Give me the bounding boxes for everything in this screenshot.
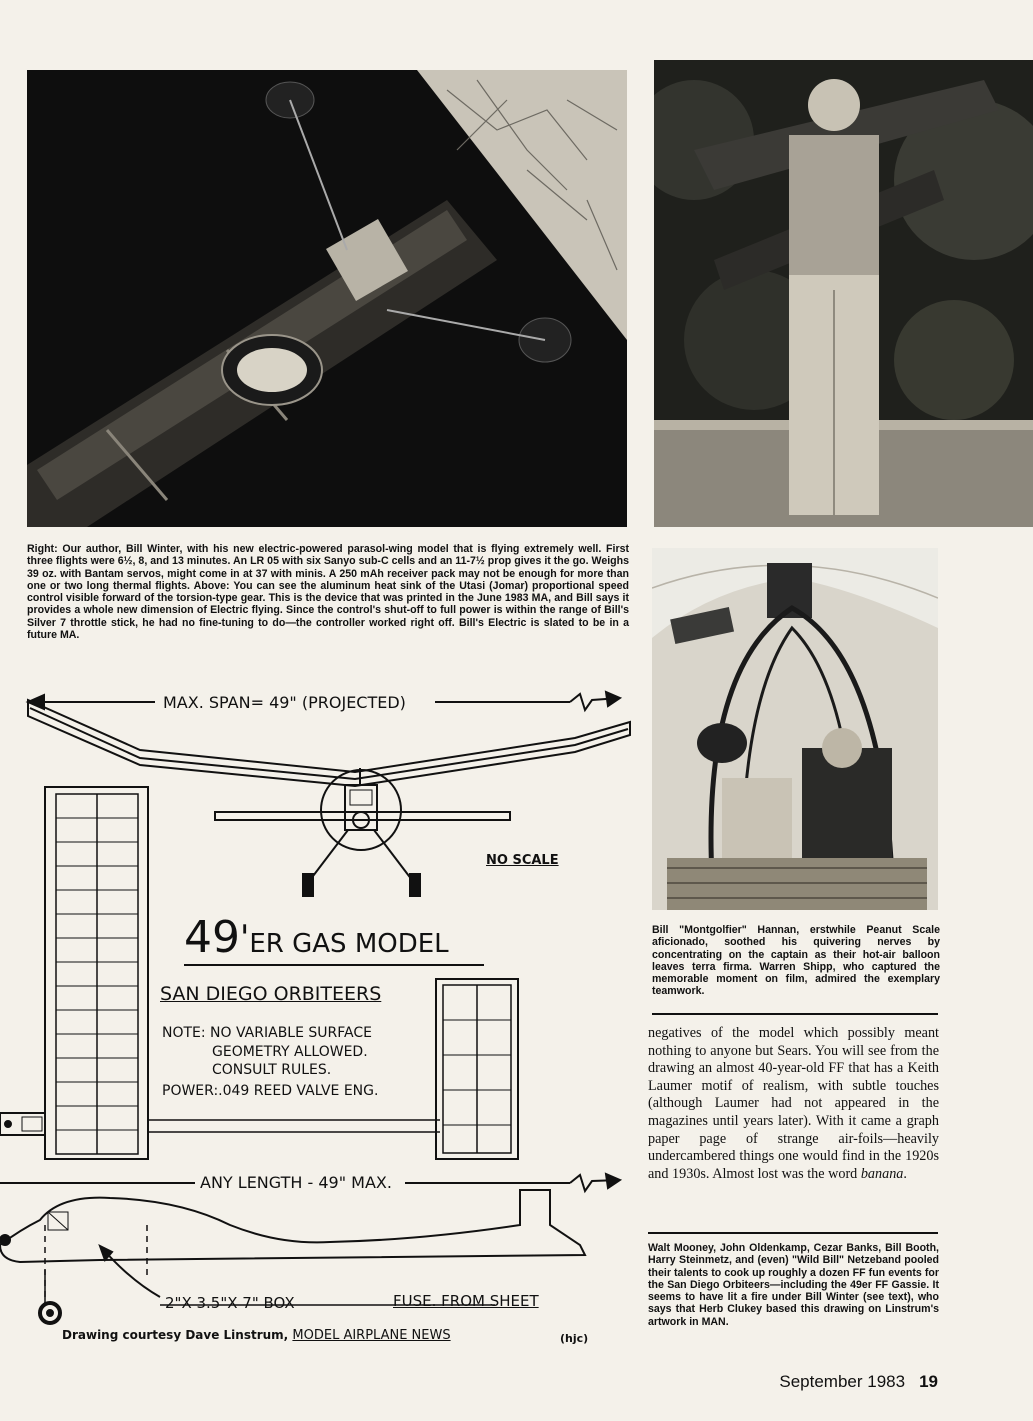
divider [652, 1013, 938, 1015]
credit-prefix: Drawing courtesy Dave Linstrum, [62, 1328, 293, 1342]
body-text-end: . [903, 1165, 907, 1182]
page-number: 19 [919, 1372, 938, 1391]
divider [648, 1232, 938, 1234]
drawing-credit [62, 1328, 451, 1343]
max-span-label: MAX. SPAN= 49" (PROJECTED) [163, 693, 406, 712]
credit-publication: MODEL AIRPLANE NEWS [292, 1328, 451, 1343]
model-title-apostrophe: ' [240, 918, 250, 958]
title-underline [184, 964, 484, 966]
note-line-1: NOTE: NO VARIABLE SURFACE [162, 1025, 372, 1041]
club-name: SAN DIEGO ORBITEERS [160, 983, 382, 1005]
fuse-label: FUSE. FROM SHEET [393, 1292, 539, 1310]
body-text-italic: banana [860, 1165, 904, 1182]
note-line-3: CONSULT RULES. [212, 1062, 332, 1078]
photo-hot-air-balloon-basket [652, 548, 938, 910]
photo-electric-model-fuselage [27, 70, 627, 527]
page-footer [779, 1372, 938, 1392]
no-scale-label: NO SCALE [486, 853, 559, 868]
body-text-start: negatives of the model which possibly meant nothing to anyone but Sears. You will see from the drawing an almost 40-year-old FF that has a Keith Laumer motif of realism, with subtle touches (although Laumer had not appeared in the magazines until years later). With it came a graph paper page of strange air-foils—heavily undercambered things one would find in the 1920s and 1930s. Almost lost was the word [648, 1025, 939, 1182]
article-body-text [648, 1025, 939, 1183]
box-label: 2"X 3.5"X 7" BOX [165, 1294, 295, 1312]
model-title-number: 49 [184, 912, 240, 963]
photo-bill-winter-with-model [654, 60, 1033, 527]
artist-initials: (hjc) [560, 1332, 589, 1345]
note-line-2: GEOMETRY ALLOWED. [212, 1044, 368, 1060]
balloon-photo-caption: Bill "Montgolfier" Hannan, erstwhile Peanut Scale aficionado, soothed his quivering nerves by concentrating on the captain as their hot-air balloon leaves terra firma. Warren Shipp, who captured the memorable moment on film, admired the exemplary teamwork. [652, 924, 940, 998]
model-title-rest: ER GAS MODEL [249, 929, 449, 959]
main-photo-caption: Right: Our author, Bill Winter, with his new electric-powered parasol-wing model that is flying extremely well. First three flights were 6½, 8, and 13 minutes. An LR 05 with six Sanyo sub-C cells and an 11-7½ prop gives it the go. Weighs 39 oz. with Bantam servos, might come in at 37 with minis. A 250 mAh receiver pack may not be enough for more than one or two long thermal flights. Above: You can see the aluminum heat sink of the Utasi (Jomar) proportional speed control visible forward of the torsion-type gear. This is the device that was printed in the June 1983 MA, and Bill says it provides a whole new dimension of Electric flying. Since the control's shut-off to full power is within the range of Bill's Silver 7 throttle stick, he had no fine-tuning to do—the controller worked right off. Bill's Electric is slated to be in a future MA. [27, 543, 629, 642]
model-title [184, 912, 449, 966]
drawing-caption: Walt Mooney, John Oldenkamp, Cezar Banks, Bill Booth, Harry Steinmetz, and (even) "Wild Bill" Netzeband pooled their talents to cook up roughly a dozen FF fun events for the San Diego Orbiteers—including the 49er FF Gassie. It seems to have lit a fire under Bill Winter (see text), who says that Herb Clukey based this drawing on Linstrum's artwork in MAN. [648, 1242, 939, 1328]
49er-gas-model-drawing [0, 680, 640, 1380]
length-label: ANY LENGTH - 49" MAX. [200, 1173, 392, 1192]
power-label: POWER:.049 REED VALVE ENG. [162, 1083, 379, 1099]
issue-date: September 1983 [779, 1372, 906, 1391]
